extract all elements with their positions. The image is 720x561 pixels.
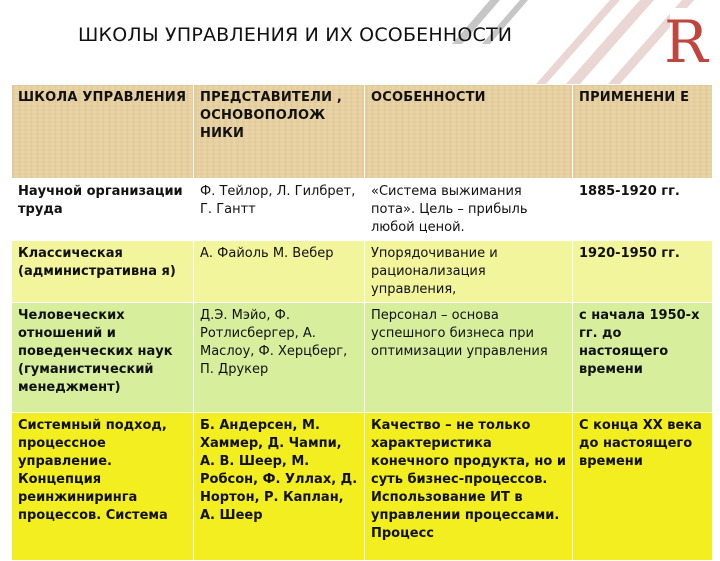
table-header-row — [12, 85, 713, 179]
cell-representatives: Ф. Тейлор, Л. Гилбрет, Г. Гантт — [194, 179, 365, 241]
cell-period: С конца XX века до настоящего времени — [573, 413, 713, 561]
cell-school: Классическая (административна я) — [12, 241, 194, 303]
cell-representatives: Б. Андерсен, М. Хаммер, Д. Чампи, А. В. Шеер, М. Робсон, Ф. Уллах, Д. Нортон, Р. Каплан, А. Шеер — [194, 413, 365, 561]
cell-school: Научной организации труда — [12, 179, 194, 241]
cell-representatives: А. Файоль М. Вебер — [194, 241, 365, 303]
table-row — [12, 413, 713, 561]
table-row — [12, 303, 713, 413]
cell-school: Системный подход, процессное управление. Концепция реинжиниринга процессов. Система — [12, 413, 194, 561]
logo-icon — [664, 8, 710, 78]
cell-period: 1920-1950 гг. — [573, 241, 713, 303]
slide-title: ШКОЛЫ УПРАВЛЕНИЯ И ИХ ОСОБЕННОСТИ — [78, 24, 513, 46]
table-row — [12, 179, 713, 241]
cell-features: Упорядочивание и рационализация управления, — [365, 241, 573, 303]
cell-representatives: Д.Э. Мэйо, Ф. Ротлисбергер, А. Маслоу, Ф. Херцберг, П. Друкер — [194, 303, 365, 413]
cell-features: Персонал – основа успешного бизнеса при оптимизации управления — [365, 303, 573, 413]
cell-school: Человеческих отношений и поведенческих наук (гуманистический менеджмент) — [12, 303, 194, 413]
header-features: ОСОБЕННОСТИ — [365, 85, 573, 179]
schools-table — [11, 84, 713, 561]
header-school: ШКОЛА УПРАВЛЕНИЯ — [12, 85, 194, 179]
header-application: ПРИМЕНЕНИ Е — [573, 85, 713, 179]
cell-period: 1885-1920 гг. — [573, 179, 713, 241]
header-representatives: ПРЕДСТАВИТЕЛИ , ОСНОВОПОЛОЖ НИКИ — [194, 85, 365, 179]
cell-features: Качество – не только характеристика конечного продукта, но и суть бизнес-процессов. Использование ИТ в управлении процессами. Процесс — [365, 413, 573, 561]
table-row — [12, 241, 713, 303]
cell-features: «Система выжимания пота». Цель – прибыль любой ценой. — [365, 179, 573, 241]
svg-text:R: R — [664, 8, 708, 76]
cell-period: с начала 1950-х гг. до настоящего времени — [573, 303, 713, 413]
